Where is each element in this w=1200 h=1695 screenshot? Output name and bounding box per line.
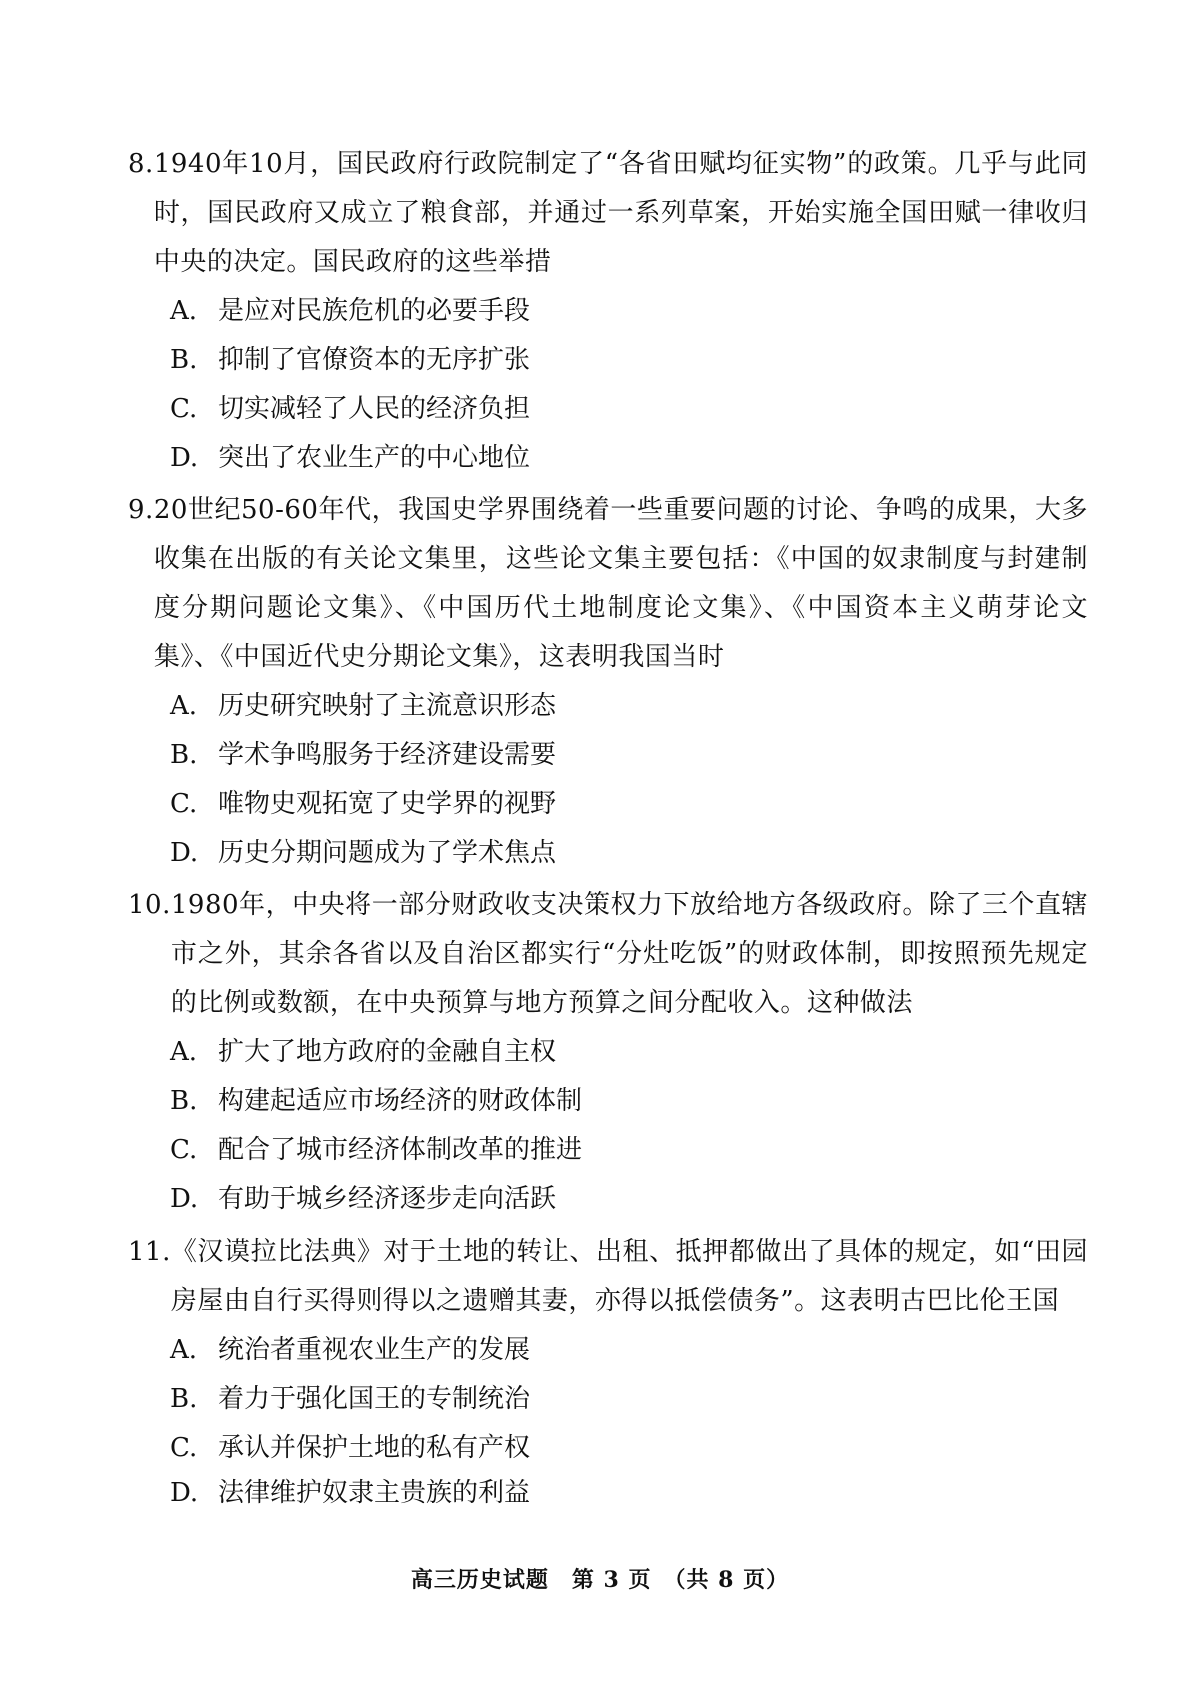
question-10 — [128, 881, 1088, 1224]
option-text: 历史研究映射了主流意识形态 — [218, 691, 557, 721]
answer-options — [170, 1326, 1088, 1518]
option-c — [170, 1424, 1088, 1473]
option-letter: C. — [170, 1135, 198, 1165]
question-stem — [128, 140, 1088, 287]
option-a — [170, 287, 1088, 336]
answer-options — [170, 287, 1088, 483]
question-number: 8. — [128, 149, 154, 179]
option-text: 构建起适应市场经济的财政体制 — [218, 1086, 583, 1116]
option-letter: C. — [170, 789, 198, 819]
option-d — [170, 1469, 1088, 1518]
option-letter: D. — [170, 838, 199, 868]
option-text: 历史分期问题成为了学术焦点 — [218, 838, 557, 868]
option-b — [170, 1077, 1088, 1126]
option-text: 学术争鸣服务于经济建设需要 — [218, 740, 557, 770]
option-a — [170, 1028, 1088, 1077]
question-text: 1980年，中央将一部分财政收支决策权力下放给地方各级政府。除了三个直辖市之外，其余各省以及自治区都实行“分灶吃饭”的财政体制，即按照预先规定的比例或数额，在中央预算与地方预算之间分配收入。这种做法 — [170, 890, 1088, 1018]
option-text: 承认并保护土地的私有产权 — [218, 1433, 531, 1463]
option-text: 法律维护奴隶主贵族的利益 — [218, 1478, 531, 1508]
option-a — [170, 1326, 1088, 1375]
option-c — [170, 1126, 1088, 1175]
option-text: 是应对民族危机的必要手段 — [218, 296, 531, 326]
option-a — [170, 682, 1088, 731]
option-letter: C. — [170, 394, 198, 424]
option-c — [170, 385, 1088, 434]
option-text: 唯物史观拓宽了史学界的视野 — [218, 789, 557, 819]
question-11 — [128, 1228, 1088, 1518]
question-number: 10. — [128, 890, 171, 920]
option-c — [170, 780, 1088, 829]
option-text: 有助于城乡经济逐步走向活跃 — [218, 1184, 557, 1214]
question-stem — [128, 881, 1088, 1028]
option-text: 突出了农业生产的中心地位 — [218, 443, 531, 473]
option-letter: B. — [170, 345, 198, 375]
page-footer: 高三历史试题 第 3 页 （共 8 页） — [410, 1567, 790, 1593]
question-8 — [128, 140, 1088, 483]
question-number: 9. — [128, 495, 154, 525]
option-text: 着力于强化国王的专制统治 — [218, 1384, 531, 1414]
question-text: 1940年10月，国民政府行政院制定了“各省田赋均征实物”的政策。几乎与此同时，国民政府又成立了粮食部，并通过一系列草案，开始实施全国田赋一律收归中央的决定。国民政府的这些举措 — [153, 149, 1088, 277]
option-b — [170, 336, 1088, 385]
option-letter: D. — [170, 1478, 199, 1508]
option-d — [170, 829, 1088, 878]
option-text: 统治者重视农业生产的发展 — [218, 1335, 531, 1365]
question-stem — [128, 1228, 1088, 1326]
question-text: 《汉谟拉比法典》对于土地的转让、出租、抵押都做出了具体的规定，如“田园房屋由自行买得则得以之遗赠其妻，亦得以抵偿债务”。这表明古巴比伦王国 — [170, 1237, 1088, 1316]
question-stem — [128, 486, 1088, 682]
option-b — [170, 731, 1088, 780]
option-letter: A. — [170, 1037, 198, 1067]
answer-options — [170, 682, 1088, 878]
option-b — [170, 1375, 1088, 1424]
option-letter: A. — [170, 296, 198, 326]
question-number: 11. — [128, 1237, 171, 1267]
option-letter: B. — [170, 1384, 198, 1414]
option-d — [170, 434, 1088, 483]
question-9 — [128, 486, 1088, 878]
option-letter: C. — [170, 1433, 198, 1463]
option-text: 扩大了地方政府的金融自主权 — [218, 1037, 557, 1067]
answer-options — [170, 1028, 1088, 1224]
option-text: 抑制了官僚资本的无序扩张 — [218, 345, 531, 375]
option-letter: B. — [170, 740, 198, 770]
option-letter: A. — [170, 1335, 198, 1365]
question-text: 20世纪50-60年代，我国史学界围绕着一些重要问题的讨论、争鸣的成果，大多收集在出版的有关论文集里，这些论文集主要包括：《中国的奴隶制度与封建制度分期问题论文集》、《中国历代土地制度论文集》、《中国资本主义萌芽论文集》、《中国近代史分期论文集》，这表明我国当时 — [153, 495, 1088, 672]
option-letter: A. — [170, 691, 198, 721]
option-letter: D. — [170, 443, 199, 473]
option-d — [170, 1175, 1088, 1224]
option-letter: B. — [170, 1086, 198, 1116]
option-letter: D. — [170, 1184, 199, 1214]
option-text: 切实减轻了人民的经济负担 — [218, 394, 531, 424]
option-text: 配合了城市经济体制改革的推进 — [218, 1135, 583, 1165]
